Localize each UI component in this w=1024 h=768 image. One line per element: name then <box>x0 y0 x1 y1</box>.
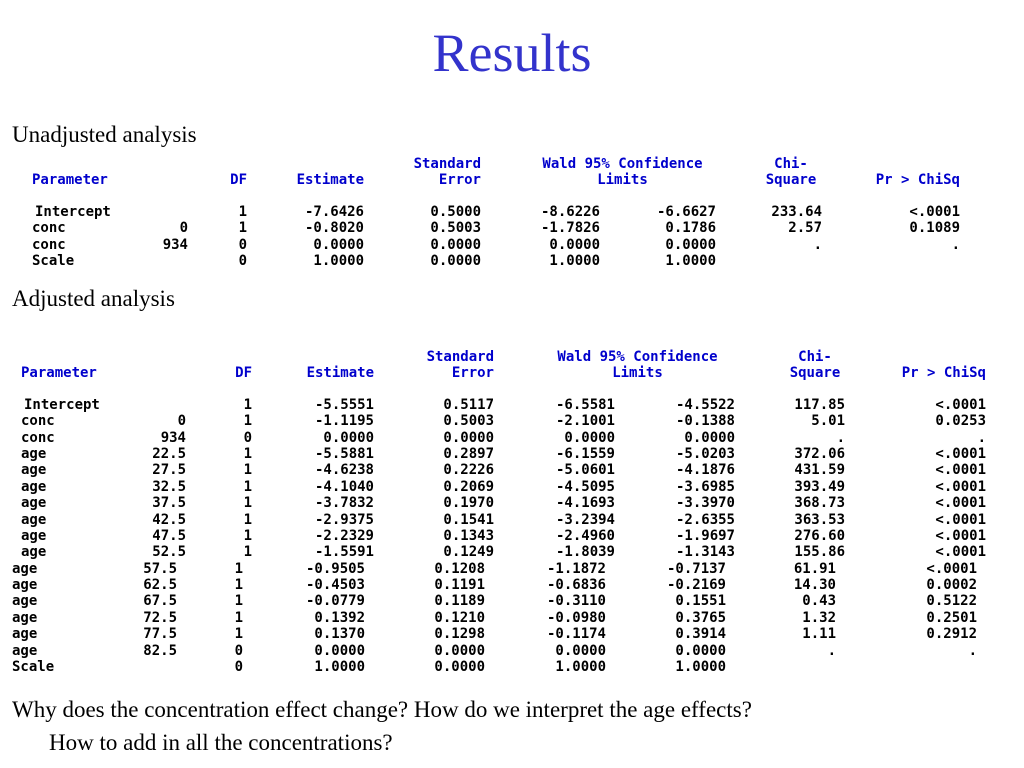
cell-df: 1 <box>238 220 247 237</box>
page-title: Results <box>432 23 592 83</box>
cell-upper-limit: -4.5522 <box>675 396 735 413</box>
cell-estimate: -2.9375 <box>314 511 374 528</box>
cell-level: 42.5 <box>152 511 186 528</box>
header-pr: Pr > ChiSq <box>875 172 960 189</box>
cell-parameter: age <box>21 478 47 495</box>
header-wald-bottom: Limits <box>612 365 663 382</box>
cell-parameter: age <box>21 462 47 479</box>
cell-lower-limit: -0.0980 <box>546 609 606 626</box>
cell-lower-limit: -2.4960 <box>555 527 615 544</box>
cell-p-value: 0.2501 <box>926 609 977 626</box>
cell-upper-limit: -6.6627 <box>656 203 716 220</box>
cell-parameter: age <box>12 593 38 610</box>
cell-df: 1 <box>234 577 243 594</box>
cell-parameter: age <box>21 495 47 512</box>
cell-level: 82.5 <box>143 642 177 659</box>
cell-stderr: 0.0000 <box>430 252 481 269</box>
cell-p-value: 0.5122 <box>926 593 977 610</box>
cell-chi-square: . <box>836 429 845 446</box>
cell-p-value: . <box>968 642 977 659</box>
cell-df: 0 <box>243 429 252 446</box>
cell-level: 67.5 <box>143 593 177 610</box>
cell-chi-square: 372.06 <box>794 445 845 462</box>
cell-stderr: 0.5003 <box>443 413 494 430</box>
cell-stderr: 0.1343 <box>443 527 494 544</box>
cell-parameter: Scale <box>32 252 75 269</box>
cell-df: 0 <box>238 252 247 269</box>
cell-p-value: <.0001 <box>935 544 986 561</box>
header-chi-top: Chi- <box>774 156 808 172</box>
cell-parameter: Intercept <box>24 396 100 413</box>
cell-lower-limit: 0.0000 <box>549 236 600 253</box>
cell-p-value: <.0001 <box>909 203 960 220</box>
cell-p-value: <.0001 <box>935 445 986 462</box>
cell-lower-limit: -6.1559 <box>555 445 615 462</box>
cell-lower-limit: -4.1693 <box>555 495 615 512</box>
cell-p-value: 0.1089 <box>909 220 960 237</box>
cell-lower-limit: -3.2394 <box>555 511 615 528</box>
cell-lower-limit: -2.1001 <box>555 413 615 430</box>
table-row <box>0 561 1024 577</box>
cell-chi-square: . <box>827 642 836 659</box>
cell-stderr: 0.1191 <box>434 577 485 594</box>
cell-parameter: age <box>12 609 38 626</box>
header-stderr-top: Standard <box>426 349 494 365</box>
cell-p-value: 0.0253 <box>935 413 986 430</box>
cell-level: 62.5 <box>143 577 177 594</box>
cell-level: 0 <box>177 413 186 430</box>
header-stderr-bottom: Error <box>451 365 494 382</box>
cell-estimate: 1.0000 <box>314 659 365 676</box>
cell-upper-limit: -4.1876 <box>675 462 735 479</box>
cell-chi-square: . <box>813 236 822 253</box>
cell-parameter: conc <box>32 220 66 237</box>
cell-parameter: age <box>12 626 38 643</box>
cell-df: 0 <box>234 642 243 659</box>
table-row <box>0 253 1024 269</box>
cell-lower-limit: -0.1174 <box>546 626 606 643</box>
cell-lower-limit: 0.0000 <box>555 642 606 659</box>
cell-stderr: 0.1189 <box>434 593 485 610</box>
cell-upper-limit: -0.2169 <box>666 577 726 594</box>
cell-lower-limit: -8.6226 <box>540 203 600 220</box>
cell-parameter: age <box>21 511 47 528</box>
cell-p-value: <.0001 <box>935 527 986 544</box>
cell-p-value: <.0001 <box>935 495 986 512</box>
cell-df: 1 <box>243 495 252 512</box>
cell-estimate: 0.0000 <box>323 429 374 446</box>
cell-p-value: <.0001 <box>935 396 986 413</box>
header-wald-top: Wald 95% Confidence <box>542 156 703 172</box>
cell-chi-square: 0.43 <box>802 593 836 610</box>
cell-upper-limit: -3.6985 <box>675 478 735 495</box>
cell-upper-limit: 0.1551 <box>675 593 726 610</box>
cell-stderr: 0.1208 <box>434 560 485 577</box>
header-df: DF <box>230 172 247 189</box>
cell-estimate: -7.6426 <box>304 203 364 220</box>
cell-upper-limit: -1.3143 <box>675 544 735 561</box>
cell-estimate: -5.5551 <box>314 396 374 413</box>
question-line-2: How to add in all the concentrations? <box>49 730 393 755</box>
table-row <box>0 643 1024 659</box>
cell-upper-limit: 0.0000 <box>665 236 716 253</box>
cell-level: 77.5 <box>143 626 177 643</box>
header-wald-bottom: Limits <box>597 172 648 189</box>
cell-upper-limit: 0.3914 <box>675 626 726 643</box>
header-parameter: Parameter <box>21 365 97 382</box>
table-row <box>0 413 1024 429</box>
cell-lower-limit: -5.0601 <box>555 462 615 479</box>
cell-df: 0 <box>238 236 247 253</box>
cell-df: 1 <box>243 462 252 479</box>
cell-lower-limit: 1.0000 <box>549 252 600 269</box>
cell-upper-limit: 0.3765 <box>675 609 726 626</box>
cell-chi-square: 117.85 <box>794 396 845 413</box>
cell-chi-square: 276.60 <box>794 527 845 544</box>
cell-lower-limit: -4.5095 <box>555 478 615 495</box>
cell-estimate: -4.6238 <box>314 462 374 479</box>
unadjusted-label: Unadjusted analysis <box>12 122 197 147</box>
cell-stderr: 0.1298 <box>434 626 485 643</box>
cell-estimate: -0.4503 <box>305 577 365 594</box>
header-stderr-bottom: Error <box>438 172 481 189</box>
table-row <box>0 237 1024 253</box>
cell-lower-limit: 1.0000 <box>555 659 606 676</box>
cell-stderr: 0.0000 <box>434 659 485 676</box>
cell-p-value: <.0001 <box>935 462 986 479</box>
header-estimate: Estimate <box>306 365 374 382</box>
cell-df: 0 <box>234 659 243 676</box>
cell-estimate: -4.1040 <box>314 478 374 495</box>
cell-parameter: age <box>12 577 38 594</box>
cell-chi-square: 368.73 <box>794 495 845 512</box>
table-row <box>0 462 1024 478</box>
cell-df: 1 <box>243 478 252 495</box>
table-row <box>0 610 1024 626</box>
question-line-1: Why does the concentration effect change? How do we interpret the age effects? <box>12 697 752 722</box>
cell-lower-limit: -1.7826 <box>540 220 600 237</box>
cell-df: 1 <box>234 593 243 610</box>
cell-estimate: -3.7832 <box>314 495 374 512</box>
cell-upper-limit: 0.0000 <box>684 429 735 446</box>
header-row-top <box>0 349 1024 365</box>
cell-df: 1 <box>243 396 252 413</box>
cell-df: 1 <box>243 527 252 544</box>
cell-chi-square: 14.30 <box>793 577 836 594</box>
cell-lower-limit: -1.8039 <box>555 544 615 561</box>
adjusted-table <box>0 349 1024 675</box>
cell-stderr: 0.1249 <box>443 544 494 561</box>
cell-p-value: 0.2912 <box>926 626 977 643</box>
cell-stderr: 0.2069 <box>443 478 494 495</box>
cell-upper-limit: 1.0000 <box>665 252 716 269</box>
cell-estimate: -5.5881 <box>314 445 374 462</box>
cell-stderr: 0.0000 <box>434 642 485 659</box>
table-row <box>0 397 1024 413</box>
cell-parameter: age <box>21 544 47 561</box>
cell-estimate: 0.1370 <box>314 626 365 643</box>
cell-estimate: -0.9505 <box>305 560 365 577</box>
discussion-questions <box>12 693 1012 759</box>
header-estimate: Estimate <box>296 172 364 189</box>
cell-level: 934 <box>162 236 188 253</box>
cell-estimate: -0.0779 <box>305 593 365 610</box>
cell-stderr: 0.5003 <box>430 220 481 237</box>
cell-upper-limit: 1.0000 <box>675 659 726 676</box>
cell-estimate: 0.0000 <box>314 642 365 659</box>
header-chi-top: Chi- <box>798 349 832 365</box>
cell-p-value: 0.0002 <box>926 577 977 594</box>
cell-df: 1 <box>243 413 252 430</box>
cell-parameter: conc <box>21 429 55 446</box>
cell-upper-limit: 0.1786 <box>665 220 716 237</box>
header-row-bottom <box>0 365 1024 381</box>
table-row <box>0 204 1024 220</box>
cell-parameter: age <box>21 527 47 544</box>
cell-level: 27.5 <box>152 462 186 479</box>
table-row <box>0 430 1024 446</box>
table-row <box>0 495 1024 511</box>
cell-level: 57.5 <box>143 560 177 577</box>
cell-level: 72.5 <box>143 609 177 626</box>
cell-upper-limit: 0.0000 <box>675 642 726 659</box>
cell-chi-square: 393.49 <box>794 478 845 495</box>
cell-parameter: conc <box>21 413 55 430</box>
table-row <box>0 479 1024 495</box>
cell-df: 1 <box>234 609 243 626</box>
cell-chi-square: 1.32 <box>802 609 836 626</box>
cell-chi-square: 5.01 <box>811 413 845 430</box>
cell-df: 1 <box>243 445 252 462</box>
cell-lower-limit: -6.5581 <box>555 396 615 413</box>
header-row-bottom <box>0 172 1024 188</box>
cell-chi-square: 1.11 <box>802 626 836 643</box>
cell-parameter: Scale <box>12 659 55 676</box>
table-row <box>0 577 1024 593</box>
header-parameter: Parameter <box>32 172 108 189</box>
cell-parameter: age <box>12 642 38 659</box>
cell-level: 47.5 <box>152 527 186 544</box>
cell-parameter: age <box>12 560 38 577</box>
cell-stderr: 0.2897 <box>443 445 494 462</box>
cell-stderr: 0.1210 <box>434 609 485 626</box>
cell-df: 1 <box>234 626 243 643</box>
unadjusted-table <box>0 156 1024 269</box>
cell-level: 52.5 <box>152 544 186 561</box>
cell-p-value: . <box>977 429 986 446</box>
cell-chi-square: 155.86 <box>794 544 845 561</box>
cell-chi-square: 233.64 <box>771 203 822 220</box>
table-row <box>0 512 1024 528</box>
header-chi-bottom: Square <box>789 365 841 382</box>
cell-lower-limit: -0.3110 <box>546 593 606 610</box>
cell-stderr: 0.2226 <box>443 462 494 479</box>
header-row-top <box>0 156 1024 172</box>
cell-stderr: 0.0000 <box>443 429 494 446</box>
cell-estimate: -2.2329 <box>314 527 374 544</box>
cell-lower-limit: 0.0000 <box>564 429 615 446</box>
cell-upper-limit: -2.6355 <box>675 511 735 528</box>
cell-p-value: . <box>951 236 960 253</box>
header-df: DF <box>235 365 252 382</box>
cell-chi-square: 2.57 <box>788 220 822 237</box>
cell-stderr: 0.1541 <box>443 511 494 528</box>
table-row <box>0 220 1024 236</box>
cell-parameter: Intercept <box>35 203 111 220</box>
cell-df: 1 <box>243 511 252 528</box>
cell-p-value: <.0001 <box>926 560 977 577</box>
table-row <box>0 626 1024 642</box>
cell-lower-limit: -0.6836 <box>546 577 606 594</box>
cell-p-value: <.0001 <box>935 511 986 528</box>
cell-estimate: 0.1392 <box>314 609 365 626</box>
cell-upper-limit: -0.1388 <box>675 413 735 430</box>
cell-level: 37.5 <box>152 495 186 512</box>
cell-estimate: 1.0000 <box>313 252 364 269</box>
cell-p-value: <.0001 <box>935 478 986 495</box>
cell-stderr: 0.5117 <box>443 396 494 413</box>
cell-stderr: 0.5000 <box>430 203 481 220</box>
cell-stderr: 0.1970 <box>443 495 494 512</box>
cell-chi-square: 61.91 <box>793 560 836 577</box>
cell-estimate: -1.1195 <box>314 413 374 430</box>
cell-df: 1 <box>238 203 247 220</box>
cell-upper-limit: -0.7137 <box>666 560 726 577</box>
header-chi-bottom: Square <box>765 172 817 189</box>
cell-lower-limit: -1.1872 <box>546 560 606 577</box>
cell-df: 1 <box>243 544 252 561</box>
cell-df: 1 <box>234 560 243 577</box>
cell-level: 934 <box>160 429 186 446</box>
table-row <box>0 446 1024 462</box>
cell-stderr: 0.0000 <box>430 236 481 253</box>
cell-chi-square: 363.53 <box>794 511 845 528</box>
header-stderr-top: Standard <box>413 156 481 172</box>
cell-level: 0 <box>179 220 188 237</box>
adjusted-label: Adjusted analysis <box>12 286 175 311</box>
cell-parameter: conc <box>32 236 66 253</box>
cell-chi-square: 431.59 <box>794 462 845 479</box>
cell-parameter: age <box>21 445 47 462</box>
cell-level: 32.5 <box>152 478 186 495</box>
cell-upper-limit: -3.3970 <box>675 495 735 512</box>
cell-estimate: -0.8020 <box>304 220 364 237</box>
table-row <box>0 528 1024 544</box>
table-row <box>0 659 1024 675</box>
cell-upper-limit: -5.0203 <box>675 445 735 462</box>
header-wald-top: Wald 95% Confidence <box>557 349 718 365</box>
table-row <box>0 544 1024 560</box>
cell-estimate: 0.0000 <box>313 236 364 253</box>
cell-upper-limit: -1.9697 <box>675 527 735 544</box>
cell-level: 22.5 <box>152 445 186 462</box>
table-row <box>0 593 1024 609</box>
cell-estimate: -1.5591 <box>314 544 374 561</box>
header-pr: Pr > ChiSq <box>901 365 986 382</box>
